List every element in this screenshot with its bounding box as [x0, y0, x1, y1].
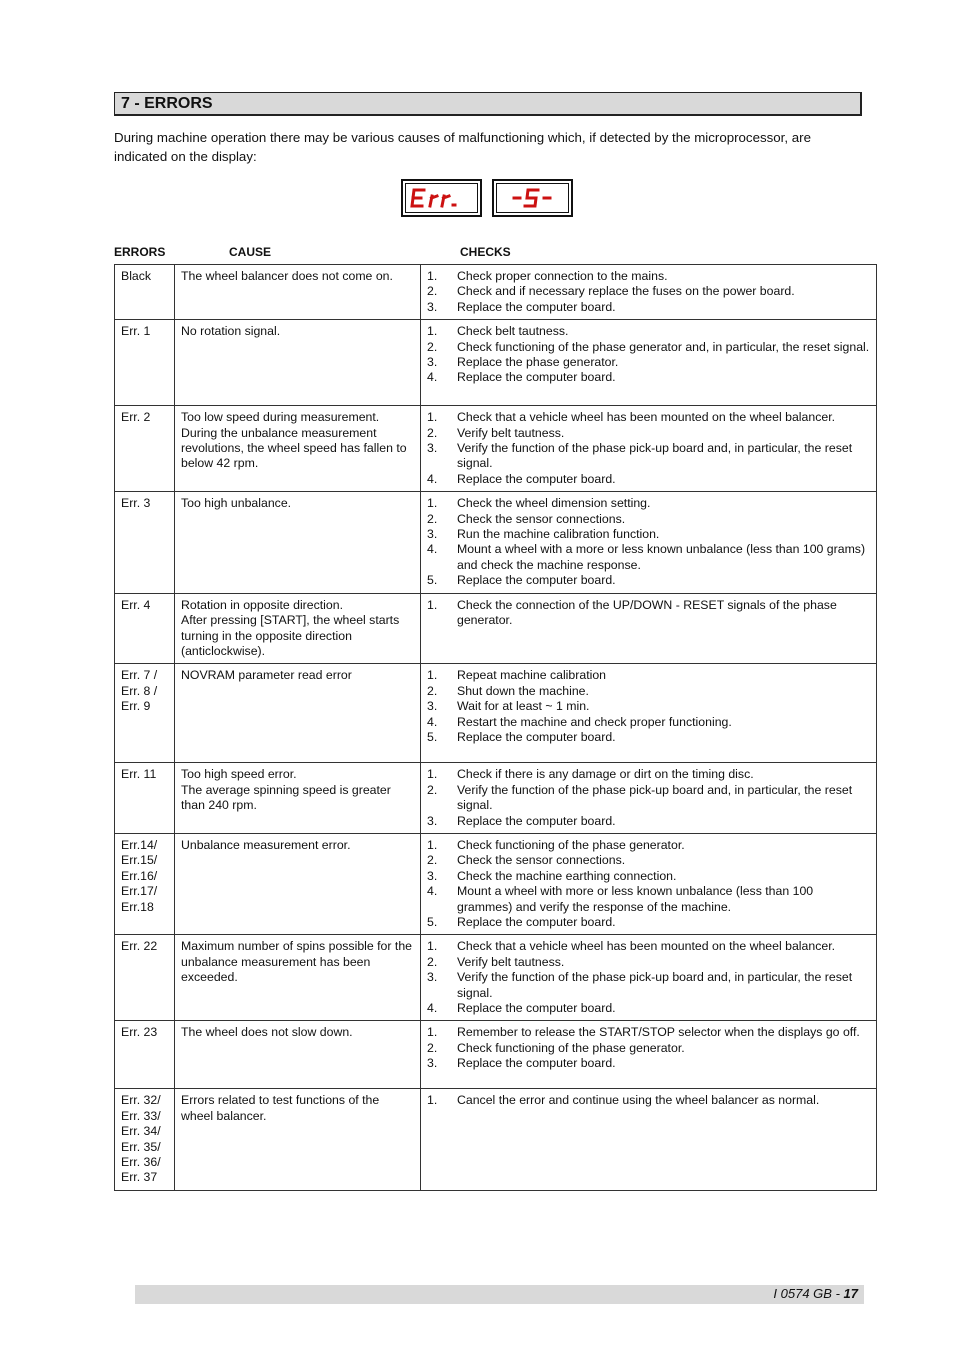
cause-cell: Unbalance measurement error.: [175, 833, 421, 934]
check-item: [427, 542, 870, 573]
page-number: 17: [843, 1286, 858, 1301]
cause-cell: The wheel balancer does not come on.: [175, 265, 421, 320]
check-text: Check that a vehicle wheel has been mounted on the wheel balancer.: [457, 939, 836, 954]
check-text: Replace the computer board.: [457, 299, 616, 314]
check-text: Replace the computer board.: [457, 370, 616, 385]
check-text: Check and if necessary replace the fuses on the power board.: [457, 284, 795, 299]
check-item: [427, 767, 870, 782]
check-number: 2.: [427, 339, 438, 354]
checks-cell: [421, 763, 877, 834]
check-item: [427, 1025, 870, 1040]
cause-cell: Too high speed error. The average spinning speed is greater than 240 rpm.: [175, 763, 421, 834]
check-item: [427, 426, 870, 441]
intro-paragraph: During machine operation there may be various causes of malfunctioning which, if detected by the microprocessor, are indicated on the display:: [114, 130, 811, 164]
check-item: [427, 939, 870, 954]
checks-cell: [421, 1021, 877, 1089]
checks-cell: [421, 406, 877, 492]
check-number: 3.: [427, 699, 438, 714]
check-text: Replace the computer board.: [457, 573, 616, 588]
error-code-cell: Err. 1: [115, 320, 175, 406]
check-text: Replace the computer board.: [457, 729, 616, 744]
table-row: [115, 763, 877, 834]
check-item: [427, 730, 870, 745]
check-text: Mount a wheel with more or less known unbalance (less than 100 grammes) and verify the response of the machine.: [457, 884, 814, 914]
check-text: Replace the computer board.: [457, 1001, 616, 1015]
check-item: [427, 324, 870, 339]
check-number: 3.: [427, 527, 438, 542]
check-text: Check functioning of the phase generator.: [457, 837, 685, 852]
check-text: Remember to release the START/STOP selector when the displays go off.: [457, 1025, 860, 1040]
check-number: 3.: [427, 355, 438, 370]
table-row: [115, 664, 877, 763]
error-code-cell: Err. 11: [115, 763, 175, 834]
check-number: 1.: [427, 1093, 438, 1108]
checks-list: [427, 838, 870, 930]
table-row: [115, 935, 877, 1021]
check-item: [427, 853, 870, 868]
check-number: 1.: [427, 668, 438, 683]
check-text: Verify belt tautness.: [457, 954, 565, 969]
checks-list: [427, 598, 870, 629]
table-row: [115, 406, 877, 492]
table-row: [115, 833, 877, 934]
check-number: 1.: [427, 410, 438, 425]
check-number: 3.: [427, 970, 438, 985]
checks-list: [427, 324, 870, 386]
check-text: Verify the function of the phase pick-up board and, in particular, the reset signal.: [457, 782, 853, 813]
display-err-readout: [403, 181, 480, 215]
check-number: 5.: [427, 573, 438, 588]
check-number: 2.: [427, 853, 438, 868]
check-number: 1.: [427, 324, 438, 339]
section-header: [114, 92, 862, 116]
error-code-cell: Err.14/ Err.15/ Err.16/ Err.17/ Err.18: [115, 833, 175, 934]
check-number: 1.: [427, 767, 438, 782]
check-text: Replace the computer board.: [457, 471, 616, 486]
check-text: Check the connection of the UP/DOWN - RESET signals of the phase generator.: [457, 597, 837, 628]
check-text: Replace the computer board.: [457, 1056, 616, 1071]
check-text: Run the machine calibration function.: [457, 527, 660, 542]
section-title: 7 - ERRORS: [121, 95, 213, 112]
checks-list: [427, 767, 870, 829]
check-number: 2.: [427, 425, 438, 440]
check-number: 2.: [427, 683, 438, 698]
check-number: 1.: [427, 1025, 438, 1040]
check-number: 2.: [427, 782, 438, 797]
check-item: [427, 869, 870, 884]
display-panel-right: [492, 179, 573, 217]
check-item: [427, 496, 870, 511]
check-text: Check the sensor connections.: [457, 511, 626, 526]
check-item: [427, 838, 870, 853]
check-text: Check proper connection to the mains.: [457, 269, 668, 283]
check-text: Replace the computer board.: [457, 813, 616, 828]
display-code-readout: [494, 181, 571, 215]
check-number: 1.: [427, 837, 438, 852]
check-text: Shut down the machine.: [457, 683, 589, 698]
check-number: 4.: [427, 370, 438, 385]
check-item: [427, 573, 870, 588]
check-item: [427, 884, 870, 915]
footer-separator: -: [831, 1286, 844, 1301]
error-code-cell: Err. 3: [115, 492, 175, 593]
check-item: [427, 1041, 870, 1056]
check-number: 2.: [427, 511, 438, 526]
check-number: 5.: [427, 914, 438, 929]
checks-cell: [421, 265, 877, 320]
checks-list: [427, 1093, 870, 1108]
check-item: [427, 300, 870, 315]
check-text: Check that a vehicle wheel has been mounted on the wheel balancer.: [457, 410, 836, 425]
check-item: [427, 1001, 870, 1016]
footer-bar: [135, 1285, 864, 1304]
error-code-cell: Err. 7 / Err. 8 / Err. 9: [115, 664, 175, 763]
cause-cell: The wheel does not slow down.: [175, 1021, 421, 1089]
cause-cell: Maximum number of spins possible for the unbalance measurement has been exceeded.: [175, 935, 421, 1021]
check-number: 3.: [427, 868, 438, 883]
check-item: [427, 284, 870, 299]
check-number: 2.: [427, 1040, 438, 1055]
errors-table: [114, 264, 877, 1191]
check-item: [427, 699, 870, 714]
table-row: [115, 320, 877, 406]
checks-cell: [421, 593, 877, 664]
checks-cell: [421, 935, 877, 1021]
check-item: [427, 340, 870, 355]
check-number: 4.: [427, 884, 438, 899]
check-item: [427, 970, 870, 1001]
check-item: [427, 370, 870, 385]
column-header-cause: CAUSE: [229, 245, 272, 259]
checks-list: [427, 269, 870, 315]
column-header-checks: CHECKS: [460, 245, 511, 259]
check-text: Cancel the error and continue using the wheel balancer as normal.: [457, 1093, 820, 1108]
error-code-cell: Err. 4: [115, 593, 175, 664]
check-item: [427, 715, 870, 730]
check-item: [427, 527, 870, 542]
cause-cell: Too high unbalance.: [175, 492, 421, 593]
check-item: [427, 814, 870, 829]
check-item: [427, 1056, 870, 1071]
check-number: 4.: [427, 542, 438, 557]
check-text: Check the wheel dimension setting.: [457, 496, 651, 511]
check-text: Check functioning of the phase generator.: [457, 1040, 685, 1055]
check-text: Check functioning of the phase generator and, in particular, the reset signal.: [457, 339, 870, 354]
checks-cell: [421, 492, 877, 593]
check-text: Replace the computer board.: [457, 914, 616, 929]
check-text: Verify belt tautness.: [457, 425, 565, 440]
check-text: Check if there is any damage or dirt on the timing disc.: [457, 767, 754, 782]
cause-cell: Rotation in opposite direction. After pressing [START], the wheel starts turning in the opposite direction (anticlockwise).: [175, 593, 421, 664]
table-row: [115, 1021, 877, 1089]
check-number: 1.: [427, 496, 438, 511]
cause-cell: NOVRAM parameter read error: [175, 664, 421, 763]
check-item: [427, 512, 870, 527]
check-number: 2.: [427, 284, 438, 299]
checks-cell: [421, 320, 877, 406]
checks-cell: [421, 1089, 877, 1190]
checks-cell: [421, 833, 877, 934]
check-item: [427, 915, 870, 930]
checks-list: [427, 410, 870, 487]
check-text: Verify the function of the phase pick-up board and, in particular, the reset signal.: [457, 970, 853, 1000]
table-row: [115, 593, 877, 664]
error-code-cell: Err. 22: [115, 935, 175, 1021]
checks-list: [427, 939, 870, 1016]
check-item: [427, 955, 870, 970]
checks-list: [427, 1025, 870, 1071]
check-number: 3.: [427, 441, 438, 456]
check-item: [427, 783, 870, 814]
check-item: [427, 1093, 870, 1108]
check-number: 4.: [427, 471, 438, 486]
checks-list: [427, 668, 870, 745]
error-code-cell: Err. 2: [115, 406, 175, 492]
display-panel-left: [401, 179, 482, 217]
check-number: 3.: [427, 1056, 438, 1071]
check-number: 3.: [427, 813, 438, 828]
error-code-cell: Err. 23: [115, 1021, 175, 1089]
check-item: [427, 684, 870, 699]
check-item: [427, 598, 870, 629]
cause-cell: Errors related to test functions of the wheel balancer.: [175, 1089, 421, 1190]
table-row: [115, 265, 877, 320]
check-number: 1.: [427, 269, 438, 283]
check-text: Verify the function of the phase pick-up board and, in particular, the reset signal.: [457, 441, 853, 471]
check-text: Check the sensor connections.: [457, 853, 626, 868]
check-item: [427, 472, 870, 487]
checks-list: [427, 496, 870, 588]
check-item: [427, 410, 870, 425]
check-number: 1.: [427, 939, 438, 954]
check-item: [427, 668, 870, 683]
check-text: Replace the phase generator.: [457, 355, 619, 370]
check-text: Repeat machine calibration: [457, 668, 607, 683]
column-header-errors: ERRORS: [114, 245, 166, 259]
check-text: Check the machine earthing connection.: [457, 868, 677, 883]
check-item: [427, 441, 870, 472]
error-code-cell: Err. 32/ Err. 33/ Err. 34/ Err. 35/ Err. 36/ Err. 37: [115, 1089, 175, 1190]
check-number: 3.: [427, 299, 438, 314]
table-row: [115, 1089, 877, 1190]
check-number: 2.: [427, 954, 438, 969]
cause-cell: No rotation signal.: [175, 320, 421, 406]
error-code-cell: Black: [115, 265, 175, 320]
cause-cell: Too low speed during measurement. During the unbalance measurement revolutions, the wheel speed has fallen to below 42 rpm.: [175, 406, 421, 492]
check-text: Restart the machine and check proper functioning.: [457, 714, 732, 729]
check-text: Check belt tautness.: [457, 324, 569, 339]
footer-doc-code: I 0574 GB: [773, 1286, 832, 1301]
table-row: [115, 492, 877, 593]
check-number: 4.: [427, 1001, 438, 1015]
footer-page-info: [773, 1286, 858, 1301]
check-number: 4.: [427, 714, 438, 729]
check-item: [427, 355, 870, 370]
check-item: [427, 269, 870, 284]
check-number: 1.: [427, 597, 438, 612]
checks-cell: [421, 664, 877, 763]
check-text: Mount a wheel with a more or less known unbalance (less than 100 grams) and check the machine response.: [457, 542, 866, 572]
check-text: Wait for at least ~ 1 min.: [457, 699, 590, 714]
check-number: 5.: [427, 729, 438, 744]
